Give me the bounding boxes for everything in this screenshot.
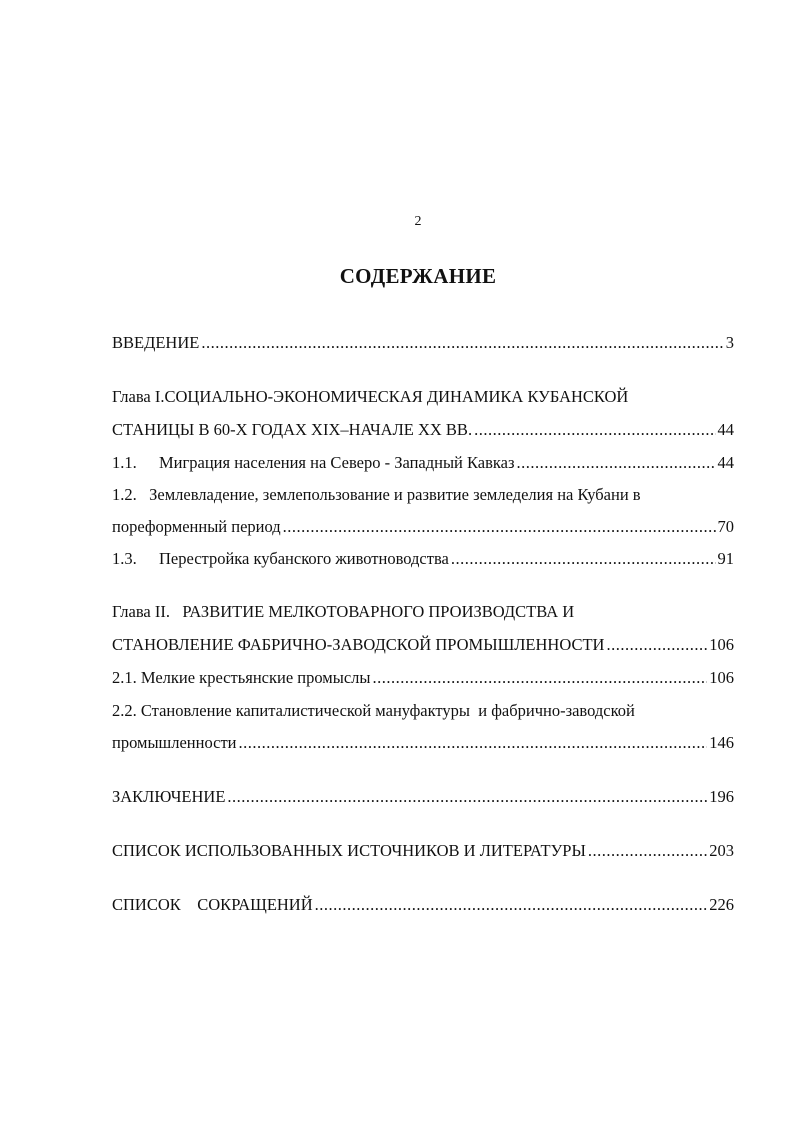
leader-dots bbox=[372, 667, 707, 689]
toc-entry-intro bbox=[112, 332, 734, 354]
toc-chapter-1-line-1: Глава I.СОЦИАЛЬНО-ЭКОНОМИЧЕСКАЯ ДИНАМИКА КУБАНСКОЙ bbox=[112, 387, 629, 406]
toc-chapter-2-line-2 bbox=[112, 634, 734, 656]
toc-entry-number: 1.3. bbox=[112, 549, 137, 568]
toc-entry-abbreviations bbox=[112, 894, 734, 916]
leader-dots bbox=[606, 634, 707, 656]
toc-entry-2-2-line-1: 2.2. Становление капиталистической мануфактуры и фабрично-заводской bbox=[112, 701, 635, 720]
toc-page-number: 226 bbox=[709, 895, 734, 914]
toc-page-number: 196 bbox=[709, 787, 734, 806]
leader-dots bbox=[451, 548, 716, 570]
toc-entry-text: Перестройка кубанского животноводства bbox=[159, 549, 449, 568]
toc-page-number: 106 bbox=[709, 668, 734, 687]
leader-dots bbox=[227, 786, 707, 808]
toc-page-number: 44 bbox=[717, 453, 734, 472]
toc-page-number: 44 bbox=[717, 420, 734, 439]
toc-chapter-2-line-1: Глава II. РАЗВИТИЕ МЕЛКОТОВАРНОГО ПРОИЗВОДСТВА И bbox=[112, 602, 575, 621]
toc-entry-text: пореформенный период bbox=[112, 517, 281, 536]
toc-entry-1-2-line-2 bbox=[112, 516, 734, 538]
toc-page-number: 3 bbox=[725, 333, 734, 352]
toc-page-number: 146 bbox=[709, 733, 734, 752]
toc-entry-2-1 bbox=[112, 667, 734, 689]
toc-entry-sources bbox=[112, 840, 734, 862]
toc-page-number: 203 bbox=[709, 841, 734, 860]
toc-entry-text: СТАНОВЛЕНИЕ ФАБРИЧНО-ЗАВОДСКОЙ ПРОМЫШЛЕННОСТИ bbox=[112, 635, 605, 654]
leader-dots bbox=[474, 419, 715, 441]
toc-entry-text: СПИСОК СОКРАЩЕНИЙ bbox=[112, 895, 313, 914]
toc-entry-text: 2.1. Мелкие крестьянские промыслы bbox=[112, 668, 371, 687]
toc-entry-text: ЗАКЛЮЧЕНИЕ bbox=[112, 787, 226, 806]
toc-entry-text: промышленности bbox=[112, 733, 237, 752]
toc-page-number: 106 bbox=[709, 635, 734, 654]
toc-entry-1-3 bbox=[112, 548, 734, 570]
toc-entry-text: СПИСОК ИСПОЛЬЗОВАННЫХ ИСТОЧНИКОВ И ЛИТЕРАТУРЫ bbox=[112, 841, 586, 860]
toc-entry-number: 1.1. bbox=[112, 453, 137, 472]
leader-dots bbox=[283, 516, 716, 538]
leader-dots bbox=[588, 840, 707, 862]
page-title: СОДЕРЖАНИЕ bbox=[339, 264, 497, 288]
leader-dots bbox=[239, 732, 708, 754]
leader-dots bbox=[517, 452, 716, 474]
leader-dots bbox=[201, 332, 723, 354]
toc-chapter-1-line-2 bbox=[112, 419, 734, 441]
toc-entry-2-2-line-2 bbox=[112, 732, 734, 754]
toc-entry-text: ВВЕДЕНИЕ bbox=[112, 333, 200, 352]
toc-entry-conclusion bbox=[112, 786, 734, 808]
toc-entry-1-1 bbox=[112, 452, 734, 474]
toc-page-number: 91 bbox=[717, 549, 734, 568]
toc-entry-1-2-line-1: 1.2. Землевладение, землепользование и развитие земледелия на Кубани в bbox=[112, 485, 641, 504]
toc-entry-text: Миграция населения на Северо - Западный Кавказ bbox=[159, 453, 515, 472]
toc-entry-text: СТАНИЦЫ В 60-Х ГОДАХ XIX–НАЧАЛЕ XX ВВ. bbox=[112, 420, 473, 439]
leader-dots bbox=[315, 894, 708, 916]
page-number: 2 bbox=[414, 214, 422, 229]
toc-page-number: 70 bbox=[717, 517, 734, 536]
